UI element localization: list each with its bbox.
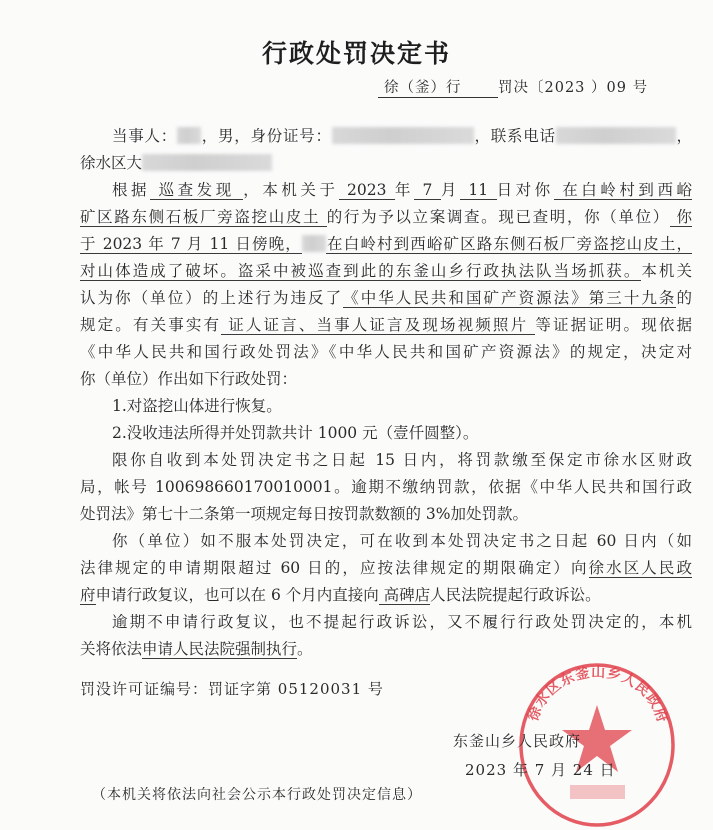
- body-text: ，: [675, 127, 692, 145]
- body-line: [80, 638, 692, 660]
- body-text: 人民法院提起行政诉讼。: [430, 586, 601, 604]
- body-text: 局，帐号 100698660170010001。逾期不缴纳罚款，依据《中华人民共和国行政: [80, 478, 692, 496]
- filled-field: 矿区路东侧石板厂旁盗挖山皮土: [80, 208, 327, 226]
- body-text: 当事人：: [112, 127, 177, 145]
- filled-field: 在白岭村到西峪矿区路东侧石板厂旁盗挖山皮土，: [325, 235, 692, 253]
- doc-number-prefix: 徐（釜）行: [378, 76, 498, 98]
- body-text: 1.对盗挖山体进行恢复。: [112, 397, 282, 415]
- body-line: [80, 314, 692, 336]
- body-line: [112, 449, 692, 471]
- issuing-authority: 东釜山乡人民政府: [453, 732, 582, 750]
- body-line: [112, 179, 692, 201]
- filled-field: 巡查发现: [150, 181, 244, 199]
- filled-field: 你: [669, 208, 692, 226]
- body-line: [80, 476, 692, 498]
- body-text: 2.没收违法所得并处罚款共计 1000 元（壹仟圆整）。: [112, 424, 479, 442]
- body-text: 。: [297, 640, 313, 658]
- filled-field: 徐水区人民政: [588, 559, 692, 577]
- body-line: [112, 422, 692, 444]
- body-text: 你（单位）作出如下行政处罚：: [80, 370, 298, 388]
- license-number: 罚没许可证编号：罚证字第 05120031 号: [80, 680, 384, 698]
- body-text: 日对你: [496, 181, 554, 199]
- body-line: [80, 557, 692, 579]
- filled-field: 《中华人民共和国矿产资源法》第三十九条: [343, 289, 677, 307]
- filled-field: 2023: [338, 181, 395, 199]
- body-text: 根据: [112, 181, 151, 199]
- body-text: 等证据证明。现依据: [535, 316, 692, 334]
- body-line: [80, 287, 692, 309]
- body-text: 限你自收到本处罚决定书之日起 15 日内，将罚款缴至保定市徐水区财政: [112, 451, 692, 469]
- body-line: [80, 503, 692, 525]
- seal-text: 徐水区东釜山乡人民政府: [525, 664, 671, 726]
- public-notice-footnote: （本机关将依法向社会公示本行政处罚决定信息）: [92, 787, 422, 803]
- filled-field: 在白岭村到西峪: [553, 181, 692, 199]
- body-line: [112, 611, 692, 633]
- filled-field: 证人证言、当事人证言及现场视频照片: [221, 316, 536, 334]
- seal-code: [570, 785, 625, 799]
- redacted-info: [332, 127, 474, 144]
- body-line: [112, 530, 692, 552]
- redacted-info: [302, 235, 326, 252]
- redacted-info: [177, 127, 201, 144]
- redacted-info: [556, 127, 676, 144]
- body-line: [80, 206, 692, 228]
- filled-field: 对山体造成了破坏。盗采中被巡查到此的东釜山乡行政执法队当场抓获。: [80, 262, 642, 280]
- body-text: 的: [676, 289, 692, 307]
- body-line: [112, 395, 692, 417]
- body-text: 申请行政复议，也可以在 6 个月内直接向: [95, 586, 379, 604]
- body-text: 年: [394, 181, 414, 199]
- body-text: 《中华人民共和国行政处罚法》《中华人民共和国矿产资源法》的规定，决定对: [80, 343, 692, 361]
- body-line: [80, 368, 692, 390]
- document-number: [378, 76, 648, 98]
- filled-field: 高碑店: [378, 586, 431, 604]
- body-text: 认为你（单位）的上述行为违反了: [80, 289, 344, 307]
- body-text: 本机关: [641, 262, 692, 280]
- issue-date: 2023 年 7 月 24 日: [465, 761, 616, 779]
- body-text: ，男，身份证号：: [201, 127, 332, 145]
- body-line: [80, 584, 692, 606]
- filled-field: 11: [459, 181, 497, 199]
- body-text: 逾期不申请行政复议，也不提起行政诉讼，又不履行行政处罚决定的，本机: [112, 613, 692, 631]
- body-text: 月: [440, 181, 460, 199]
- filled-field: 府: [80, 586, 96, 604]
- body-line: [80, 341, 692, 363]
- body-line: [112, 125, 692, 147]
- body-text: 法律规定的申请期限超过 60 日的，应按法律规定的期限确定）向: [80, 559, 589, 577]
- body-text: 关将依法: [80, 640, 143, 658]
- doc-number-suffix: 罚决〔2023 ）09 号: [498, 80, 649, 96]
- body-text: 你（单位）如不服本处罚决定，可在收到本处罚决定书之日起 60 日内（如: [112, 532, 692, 550]
- redacted-info: [142, 154, 272, 171]
- body-text: 处罚法》第七十二条第一项规定每日按罚款数额的 3%加处罚款。: [80, 505, 529, 523]
- filled-field: 于 2023 年 7 月 11 日傍晚，: [80, 235, 302, 253]
- filled-field: 7: [413, 181, 441, 199]
- body-text: ，联系电话: [473, 127, 556, 145]
- body-text: 规定。有关事实有: [80, 316, 222, 334]
- body-text: 的行为予以立案调查。现已查明，你（单位）: [326, 208, 670, 226]
- body-text: 徐水区大: [80, 154, 143, 172]
- body-line: [80, 233, 692, 255]
- document-title: 行政处罚决定书: [261, 39, 451, 68]
- body-text: ，本机关于: [243, 181, 339, 199]
- body-line: [80, 152, 692, 174]
- body-line: [80, 260, 692, 282]
- filled-field: 申请人民法院强制执行: [142, 640, 298, 658]
